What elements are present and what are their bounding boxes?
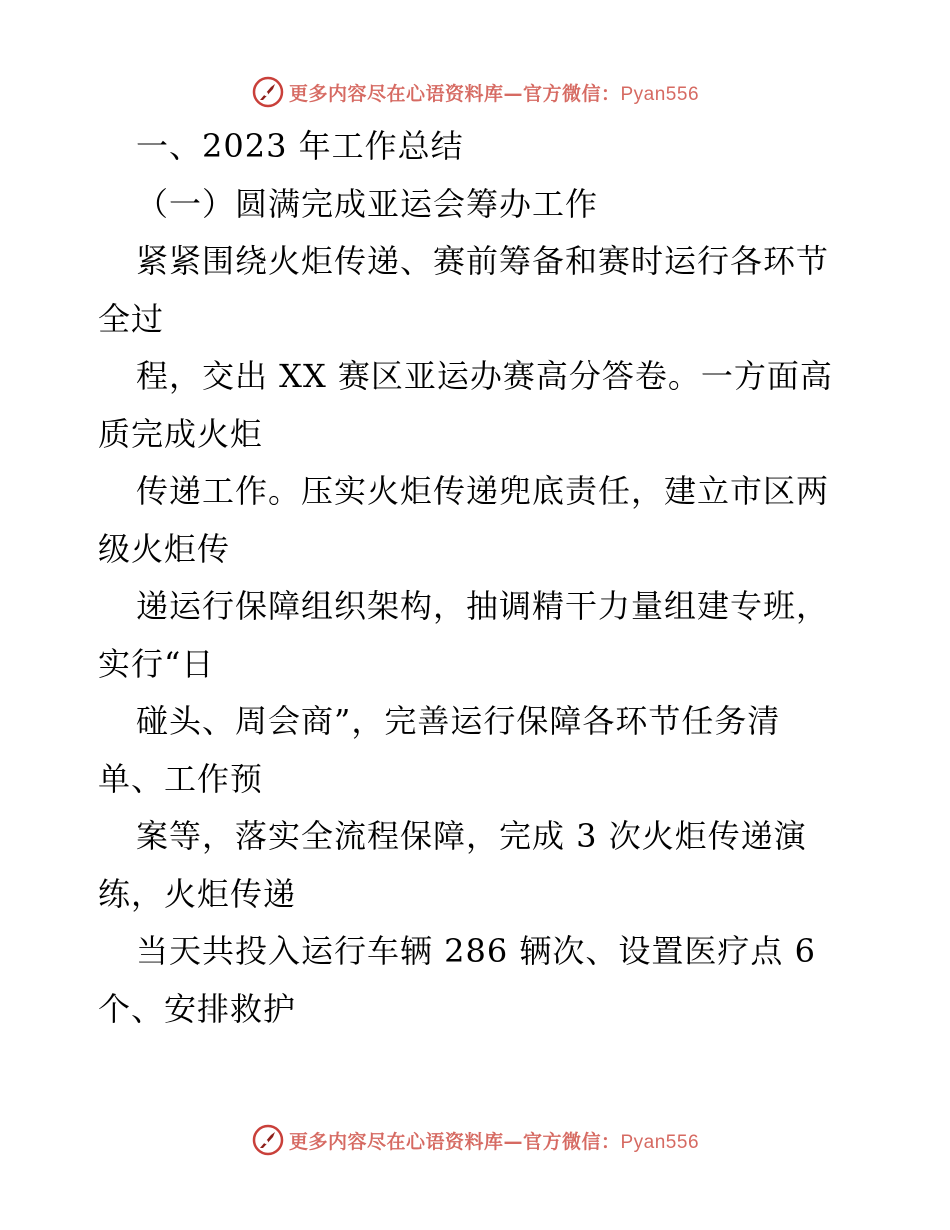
subsection-heading: （一）圆满完成亚运会筹办工作 [136,184,599,223]
paragraph-line: 实行“日 [98,644,215,683]
paragraph-line: 级火炬传 [98,529,231,568]
paragraph-line: 当天共投入运行车辆 286 辆次、设置医疗点 6 [136,932,816,970]
paragraph-line: 程，交出 XX 赛区亚运办赛高分答卷。一方面高 [136,357,833,395]
paragraph-line: 全过 [98,299,165,338]
header-watermark [0,72,950,112]
pen-nib-circle-icon [251,75,285,109]
document-body [98,118,858,1038]
watermark-text: 更多内容尽在心语资料库—官方微信：Pyan556 [288,82,700,105]
paragraph-line: 传递工作。压实火炬传递兜底责任，建立市区两 [136,472,830,510]
paragraph-line: 单、工作预 [98,759,264,798]
paragraph-line: 练，火炬传递 [98,874,297,913]
paragraph-line: 个、安排救护 [98,989,297,1028]
paragraph-line: 紧紧围绕火炬传递、赛前筹备和赛时运行各环节 [136,242,830,280]
paragraph-line: 质完成火炬 [98,414,264,453]
pen-nib-circle-icon [251,1123,285,1157]
watermark-text: 更多内容尽在心语资料库—官方微信：Pyan556 [288,1130,700,1153]
paragraph-line: 碰头、周会商”，完善运行保障各环节任务清 [136,702,781,740]
paragraph-line: 案等，落实全流程保障，完成 3 次火炬传递演 [136,817,807,855]
section-heading: 一、2023 年工作总结 [136,127,464,165]
footer-watermark [0,1120,950,1160]
paragraph-line: 递运行保障组织架构，抽调精干力量组建专班， [136,587,830,625]
